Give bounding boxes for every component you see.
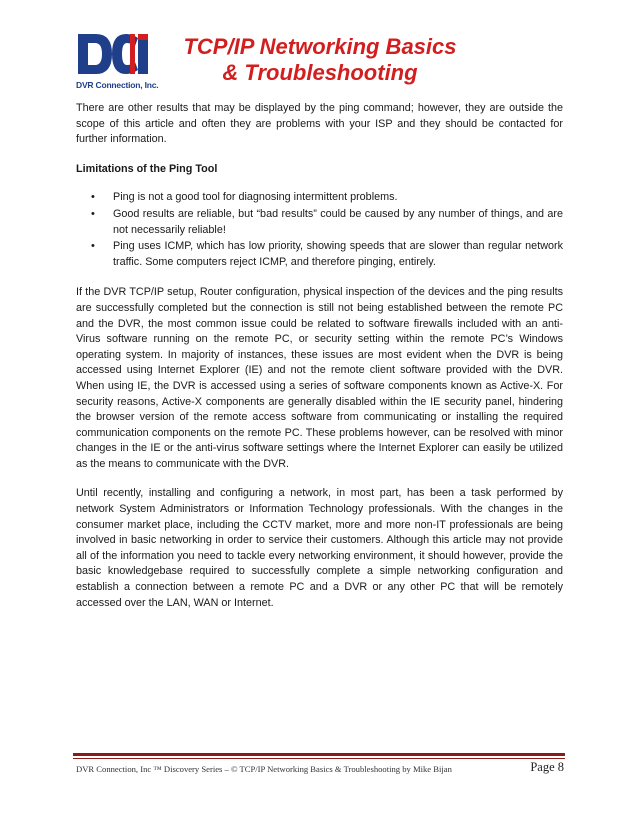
intro-paragraph: There are other results that may be displayed by the ping command; however, they are outside the scope of this article and often they are problems with your ISP and they should be contacted for further information. xyxy=(76,102,563,146)
footer-credit: DVR Connection, Inc ™ Discovery Series – © TCP/IP Networking Basics & Troubleshooting by Mike Bijan xyxy=(76,764,452,774)
list-item xyxy=(91,190,563,206)
bullet-icon: • xyxy=(91,207,95,220)
list-item-text: Good results are reliable, but “bad results” could be caused by any number of things, and are not necessarily reliable! xyxy=(113,207,563,236)
limitations-list xyxy=(76,190,563,270)
footer-divider xyxy=(73,753,565,756)
bullet-icon: • xyxy=(91,240,95,253)
troubleshooting-paragraph: If the DVR TCP/IP setup, Router configuration, physical inspection of the devices and the ping results are successfully completed but the connection is still not being established between the remote PC and the DVR, the most common issue could be related to software firewalls included with an anti-Virus software running on the remote PC, or security setting within the remote PC’s Windows operating system. In majority of instances, these issues are most evident when the DVR is being accessed using Internet Explorer (IE) and not the remote client software provided with the DVR. When using IE, the DVR is accessed using a series of software components known as Active-X. For security reasons, Active-X components are generally disabled within the IE security panel, hindering the browser version of the remote access software from communicating or installing the required communication components on the remote PC. These problems however, can be resolved with minor changes in the IE or the anti-virus software settings where the Internet Explorer can easily be utilized as the means to communicate with the DVR. xyxy=(76,286,563,470)
list-item xyxy=(91,207,563,238)
bullet-icon: • xyxy=(91,191,95,204)
dci-logo-icon xyxy=(76,30,152,80)
limitations-heading: Limitations of the Ping Tool xyxy=(76,162,218,175)
page-number: Page 8 xyxy=(530,760,564,774)
conclusion-paragraph: Until recently, installing and configuring a network, in most part, has been a task performed by network System Administrators or Information Technology professionals. With the changes in the consumer market place, including the CCTV market, more and more non-IT professionals are being involved in basic networking in order to service their customers. Although this article may not provide all of the information you need to tackle every networking environment, it should however, provide the basic knowledgebase required to successfully complete a simple networking configuration and establish a connection between a remote PC and a DVR or any other PC that will be remotely accessed over the LAN, WAN or Internet. xyxy=(76,487,563,609)
document-title xyxy=(150,34,490,86)
footer-divider-thin xyxy=(73,758,565,759)
dvr-connection-logo xyxy=(76,30,159,94)
title-line-1: TCP/IP Networking Basics xyxy=(183,34,457,59)
article-body xyxy=(76,101,563,625)
list-item xyxy=(91,239,563,270)
list-item-text: Ping uses ICMP, which has low priority, showing speeds that are slower than regular network traffic. Some computers reject ICMP, and therefore pinging, entirely. xyxy=(113,240,563,268)
list-item-text: Ping is not a good tool for diagnosing intermittent problems. xyxy=(113,191,398,204)
title-line-2: & Troubleshooting xyxy=(222,60,418,85)
logo-caption: DVR Connection, Inc. xyxy=(76,80,159,90)
